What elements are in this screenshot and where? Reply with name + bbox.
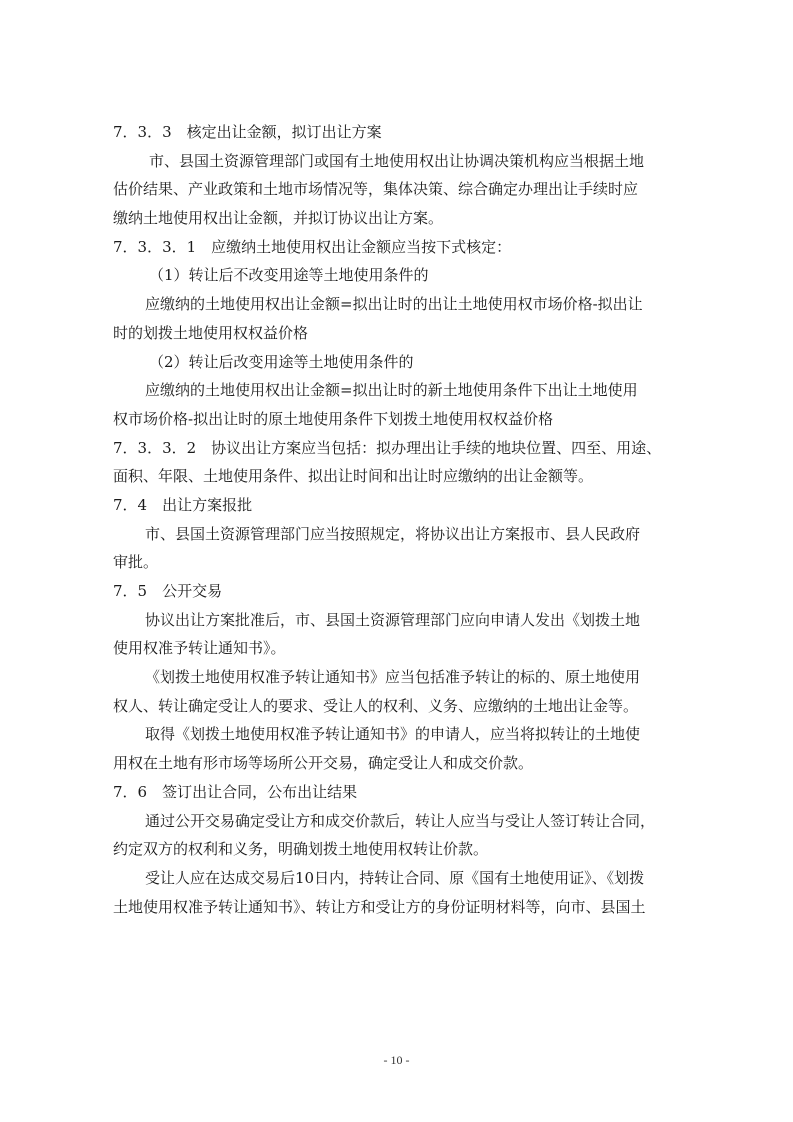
page-number: - 10 -: [383, 1053, 410, 1067]
text-line: 市、县国土资源管理部门或国有土地使用权出让协调决策机构应当根据土地: [149, 151, 645, 170]
text-line: 面积、年限、土地使用条件、拟出让时间和出让时应缴纳的出让金额等。: [113, 467, 594, 486]
text-line: 7．3．3．1 应缴纳土地使用权出让金额应当按下式核定：: [113, 237, 512, 256]
text-line: （1）转让后不改变用途等土地使用条件的: [149, 266, 429, 285]
text-line: 通过公开交易确定受让方和成交价款后，转让人应当与受让人签订转让合同，: [145, 811, 656, 830]
body-text: [113, 118, 685, 921]
text-line: 使用权准予转让通知书》。: [113, 639, 286, 658]
text-line: 取得《划拨土地使用权准予转让通知书》的申请人，应当将拟转让的土地使: [145, 725, 641, 744]
text-line: 应缴纳的土地使用权出让金额=拟出让时的新土地使用条件下出让土地使用: [145, 381, 638, 400]
text-line: 缴纳土地使用权出让金额，并拟订协议出让方案。: [113, 209, 444, 228]
text-line: 受让人应在达成交易后10日内，持转让合同、原《国有土地使用证》、《划拨: [145, 868, 645, 887]
text-line: 权市场价格-拟出让时的原土地使用条件下划拨土地使用权权益价格: [113, 409, 554, 428]
text-line: 7．3．3 核定出让金额，拟订出让方案: [113, 123, 382, 141]
text-line: 协议出让方案批准后，市、县国土资源管理部门应向申请人发出《划拨土地: [145, 610, 641, 629]
text-line: 时的划拨土地使用权权益价格: [113, 323, 309, 342]
text-line: 权人、转让确定受让人的要求、受让人的权利、义务、应缴纳的土地出让金等。: [113, 696, 639, 715]
text-line: 约定双方的权利和义务，明确划拨土地使用权转让价款。: [113, 840, 489, 859]
text-line: 《划拨土地使用权准予转让通知书》应当包括准予转让的标的、原土地使用: [145, 668, 641, 687]
text-line: 7．3．3．2 协议出让方案应当包括：拟办理出让手续的地块位置、四至、用途、: [113, 438, 662, 457]
text-line: 7．6 签订出让合同，公布出让结果: [113, 782, 358, 801]
text-line: 7．4 出让方案报批: [113, 495, 253, 514]
text-line: 估价结果、产业政策和土地市场情况等，集体决策、综合确定办理出让手续时应: [113, 180, 639, 199]
text-line: 土地使用权准予转让通知书》、转让方和受让方的身份证明材料等，向市、县国土: [113, 897, 646, 916]
text-line: 市、县国土资源管理部门应当按照规定，将协议出让方案报市、县人民政府: [145, 524, 641, 543]
text-line: 7．5 公开交易: [113, 582, 223, 600]
text-line: （2）转让后改变用途等土地使用条件的: [149, 352, 414, 371]
text-line: 审批。: [113, 553, 159, 572]
text-line: 应缴纳的土地使用权出让金额=拟出让时的出让土地使用权市场价格-拟出让: [145, 295, 643, 314]
text-line: 用权在土地有形市场等场所公开交易，确定受让人和成交价款。: [113, 754, 534, 773]
